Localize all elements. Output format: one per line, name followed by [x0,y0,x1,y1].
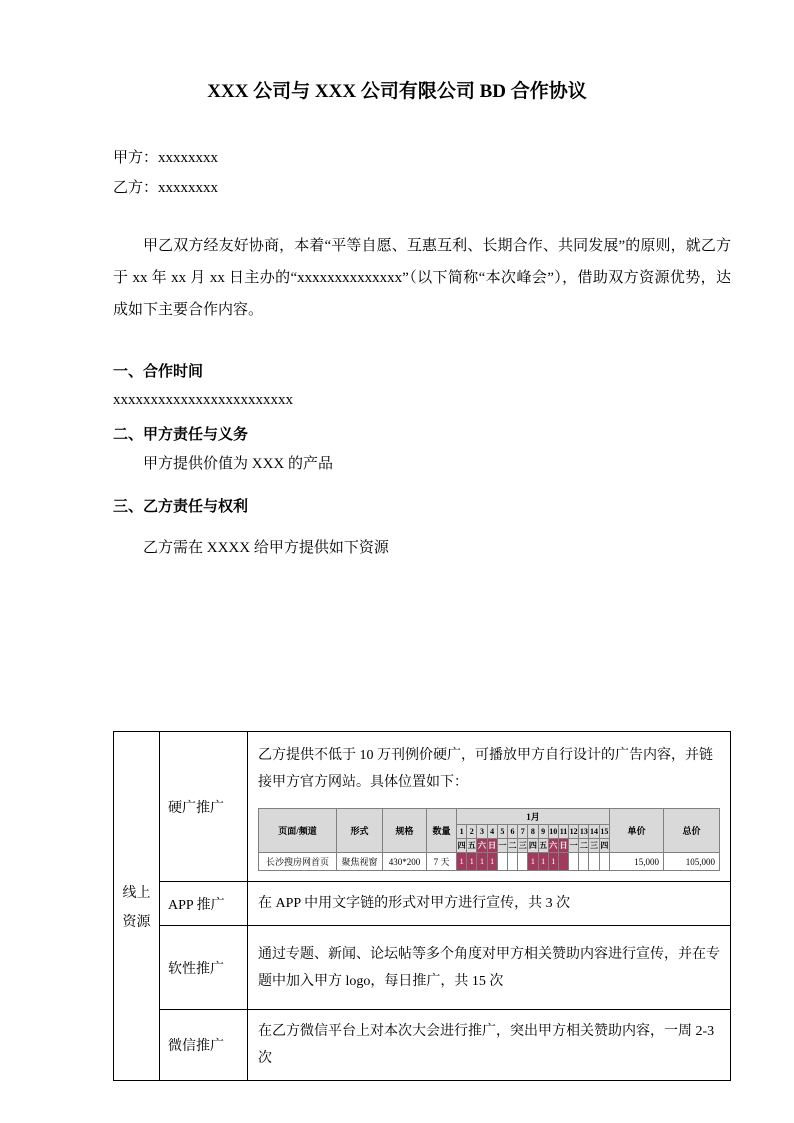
section-1-body: xxxxxxxxxxxxxxxxxxxxxxxx [113,392,293,408]
schedule-qty-day-cell [599,853,609,871]
row-desc-wechat: 在乙方微信平台上对本次大会进行推广，突出甲方相关赞助内容，一周 2-3 次 [248,1010,731,1081]
schedule-day-number: 5 [497,825,507,839]
resource-row-wechat [114,1010,731,1081]
schedule-weekday: 日 [487,839,497,853]
schedule-day-number: 8 [528,825,538,839]
schedule-qty-day-cell: 1 [467,853,477,871]
schedule-day-number: 4 [487,825,497,839]
schedule-day-number: 2 [467,825,477,839]
schedule-qty-day-cell [569,853,579,871]
section-2-heading: 二、甲方责任与义务 [113,427,249,443]
section-2-body: 甲方提供价值为 XXX 的产品 [143,456,333,472]
party-a-line: 甲方：xxxxxxxx [113,150,219,166]
row-label-wechat: 微信推广 [160,1010,248,1081]
schedule-weekday: 一 [497,839,507,853]
schedule-weekday: 六 [548,839,558,853]
col-header-qty: 数量 [427,809,457,853]
schedule-qty-day-cell: 1 [538,853,548,871]
schedule-qty-day-cell: 1 [528,853,538,871]
schedule-weekday: 五 [467,839,477,853]
row-label-hard-ad: 硬广推广 [160,732,248,882]
schedule-day-number: 10 [548,825,558,839]
schedule-form-cell: 聚焦视窗 [337,853,383,871]
schedule-qty-day-cell [558,853,568,871]
schedule-day-number: 11 [558,825,568,839]
schedule-weekday: 四 [457,839,467,853]
intro-paragraph: 甲乙双方经友好协商，本着“平等自愿、互惠互利、长期合作、共同发展”的原则，就乙方于 xx 年 xx 月 xx 日主办的“xxxxxxxxxxxxxx”（以下简称“本次峰会”），借助双方资源优势，达成如下主要合作内容。 [113,238,731,318]
schedule-total-price-cell: 105,000 [664,853,720,871]
schedule-weekday: 六 [477,839,487,853]
schedule-data-row [259,853,720,871]
schedule-day-number: 12 [569,825,579,839]
schedule-qty-label-cell: 7 天 [427,853,457,871]
month-header: 1月 [457,809,610,825]
schedule-weekday: 一 [569,839,579,853]
schedule-day-number: 6 [507,825,517,839]
schedule-qty-day-cell: 1 [457,853,467,871]
schedule-day-number: 3 [477,825,487,839]
resource-table [113,731,731,1081]
col-header-page: 页面/频道 [259,809,337,853]
section-1-heading: 一、合作时间 [113,364,204,380]
schedule-qty-day-cell [507,853,517,871]
schedule-qty-day-cell [579,853,589,871]
schedule-weekday: 四 [599,839,609,853]
schedule-weekday: 四 [528,839,538,853]
schedule-day-number: 7 [518,825,528,839]
party-b-line: 乙方：xxxxxxxx [113,180,219,196]
hard-ad-schedule-table [258,808,720,871]
row-desc-hard-ad [248,732,731,882]
schedule-qty-day-cell [589,853,599,871]
col-header-form: 形式 [337,809,383,853]
schedule-weekday: 三 [589,839,599,853]
schedule-day-number: 9 [538,825,548,839]
category-word-2: 资源 [122,914,151,930]
schedule-day-number: 1 [457,825,467,839]
schedule-day-number: 14 [589,825,599,839]
resource-row-hard-ad [114,732,731,882]
schedule-page-cell: 长沙搜房网首页 [259,853,337,871]
resource-row-app [114,882,731,926]
category-cell [114,732,160,1081]
schedule-qty-day-cell [518,853,528,871]
row-desc-app: 在 APP 中用文字链的形式对甲方进行宣传，共 3 次 [248,882,731,926]
schedule-unit-price-cell: 15,000 [610,853,664,871]
col-header-spec: 规格 [383,809,427,853]
schedule-spec-cell: 430*200 [383,853,427,871]
schedule-weekday: 五 [538,839,548,853]
schedule-month-row [259,809,720,825]
row-desc-soft: 通过专题、新闻、论坛帖等多个角度对甲方相关赞助内容进行宣传，并在专题中加入甲方 logo，每日推广，共 15 次 [248,926,731,1010]
col-header-total-price: 总价 [664,809,720,853]
schedule-weekday: 二 [507,839,517,853]
resource-row-soft [114,926,731,1010]
schedule-day-number: 15 [599,825,609,839]
schedule-qty-day-cell: 1 [487,853,497,871]
hard-ad-desc-text: 乙方提供不低于 10 万刊例价硬广，可播放甲方自行设计的广告内容，并链接甲方官方网站。具体位置如下： [258,748,713,790]
schedule-weekday: 日 [558,839,568,853]
document-title: XXX 公司与 XXX 公司有限公司 BD 合作协议 [207,81,587,102]
col-header-unit-price: 单价 [610,809,664,853]
schedule-day-number: 13 [579,825,589,839]
schedule-qty-day-cell [497,853,507,871]
schedule-weekday: 二 [579,839,589,853]
category-word-1: 线上 [122,885,151,901]
row-label-app: APP 推广 [160,882,248,926]
schedule-qty-day-cell: 1 [548,853,558,871]
row-label-soft: 软性推广 [160,926,248,1010]
section-3-heading: 三、乙方责任与权利 [113,499,249,515]
section-3-body: 乙方需在 XXXX 给甲方提供如下资源 [143,540,389,556]
schedule-qty-day-cell: 1 [477,853,487,871]
schedule-weekday: 三 [518,839,528,853]
